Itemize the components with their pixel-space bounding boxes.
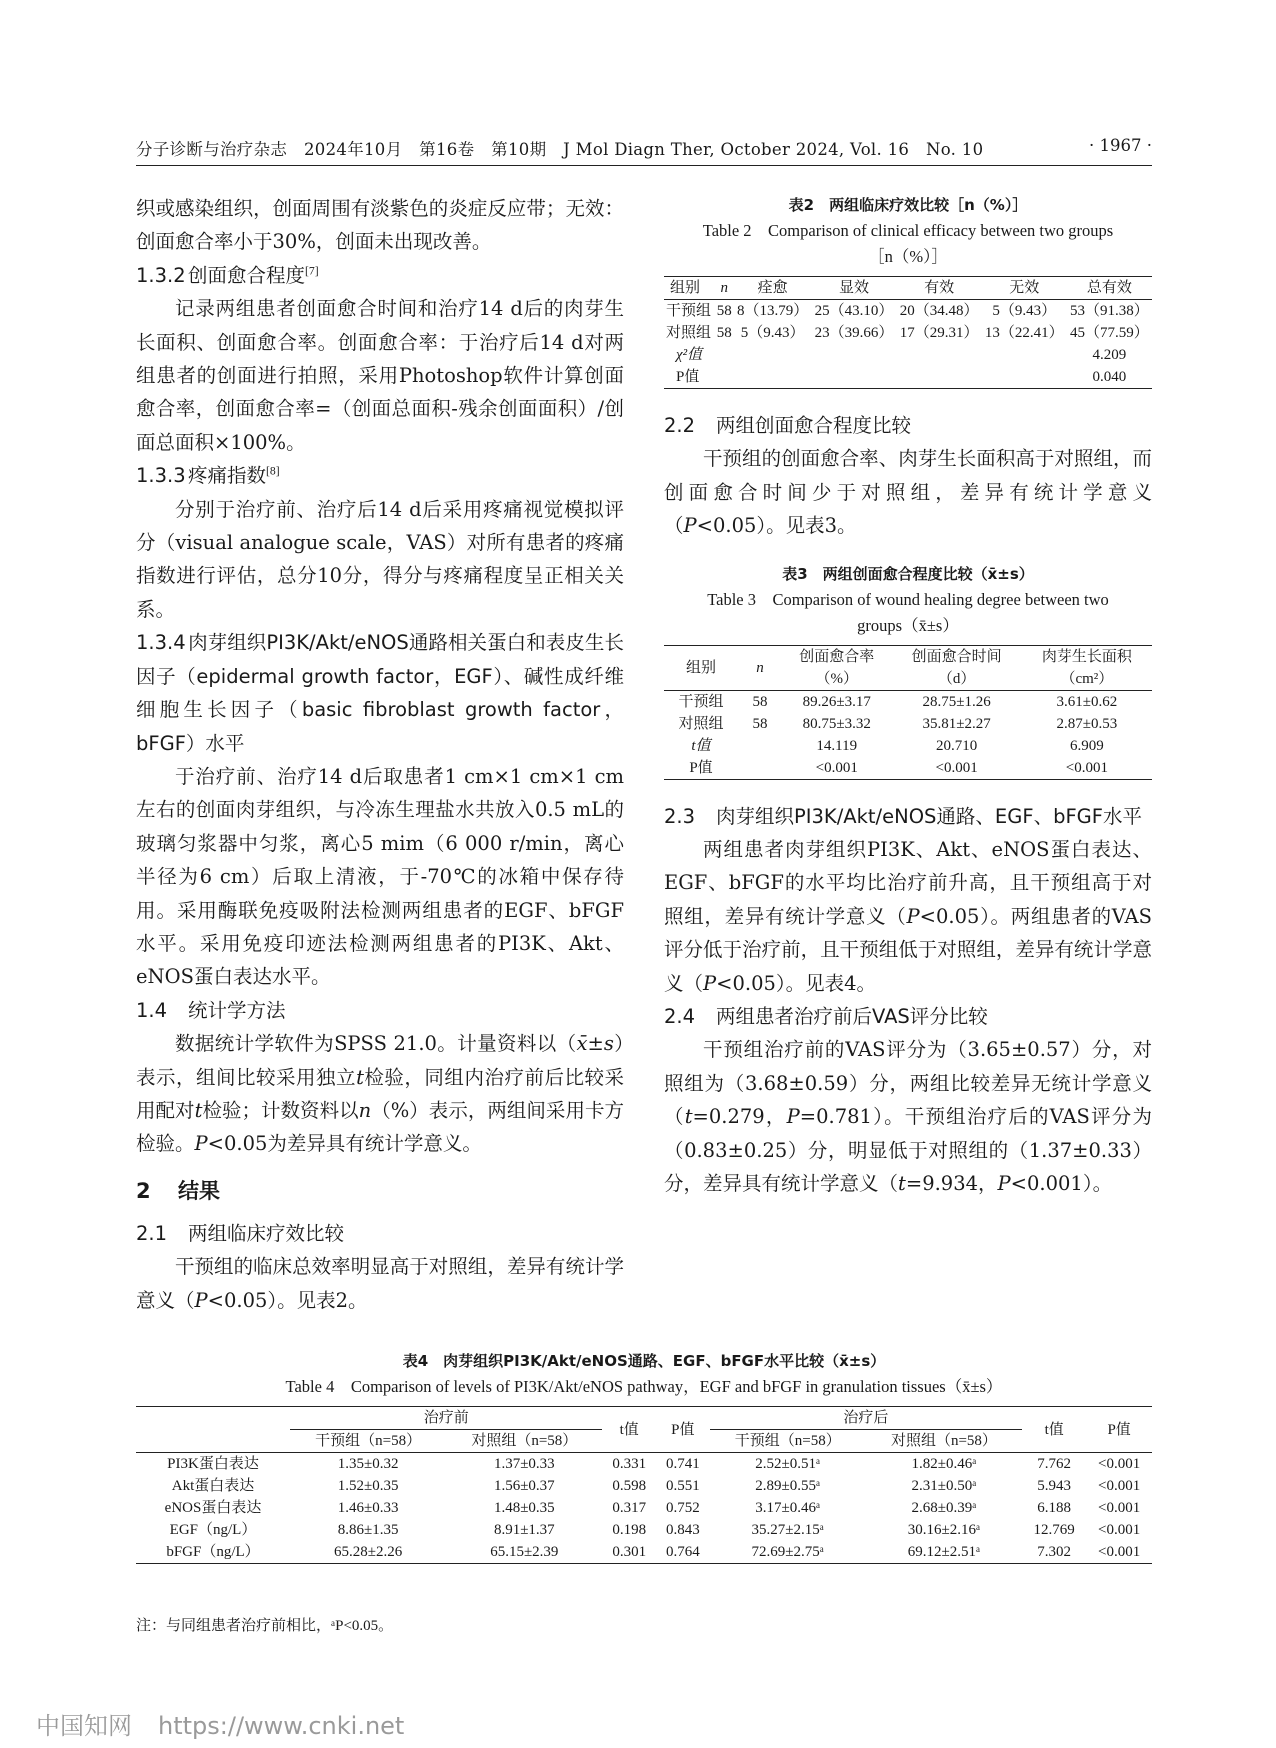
section-1-3-4-heading: 1.3.4 肉芽组织PI3K/Akt/eNOS通路相关蛋白和表皮生长因子（epidermal growth factor，EGF）、碱性成纤维细胞生长因子（basic fibroblast growth factor，bFGF）水平 (136, 631, 624, 755)
table-row: 对照组 58 80.75±3.32 35.81±2.27 2.87±0.53 (678, 715, 1118, 732)
table-4-grid (136, 1406, 1152, 1564)
section-1-3-3-heading: 1.3.3 疼痛指数[8] (136, 464, 280, 488)
table-row: eNOS蛋白表达 1.46±0.33 1.48±0.35 0.317 0.752 3.17±0.46ᵃ 2.68±0.39ᵃ 6.188 <0.001 (164, 1500, 1141, 1516)
table-2-grid (664, 276, 1152, 389)
section-2-1-heading: 2.1 两组临床疗效比较 (136, 1221, 345, 1245)
section-2-3-heading: 2.3 肉芽组织PI3K/Akt/eNOS通路、EGF、bFGF水平 (664, 804, 1143, 828)
section-2-heading: 2 结果 (136, 1178, 220, 1203)
table-3-caption-cn: 表3 两组创面愈合程度比较（x̄±s） (782, 564, 1034, 583)
page-number: · 1967 · (1089, 136, 1152, 155)
table-3-caption-en: Table 3 Comparison of wound healing degree between two (707, 589, 1109, 609)
table-2 (664, 192, 1152, 389)
table-row: PI3K蛋白表达 1.35±0.32 1.37±0.33 0.331 0.741 2.52±0.51ᵃ 1.82±0.46ᵃ 7.762 <0.001 (167, 1456, 1141, 1472)
table-row: EGF（ng/L） 8.86±1.35 8.91±1.37 0.198 0.843 35.27±2.15ᵃ 30.16±2.16ᵃ 12.769 <0.001 (169, 1522, 1141, 1538)
section-1-3-2-heading: 1.3.2 创面愈合程度[7] (136, 263, 319, 287)
table-4 (136, 1348, 1152, 1564)
table-3-caption-en-cont: groups（x̄±s） (857, 615, 959, 635)
table-4-caption-en: Table 4 Comparison of levels of PI3K/Akt/eNOS pathway，EGF and bFGF in granulation tissues（x̄±s） (285, 1377, 1003, 1396)
table-header-row: 组别 n 痊愈 显效 有效 无效 总有效 (664, 277, 1152, 300)
table-2-caption-en-cont: ［n（%）］ (868, 247, 948, 266)
table-row: t值 14.119 20.710 6.909 (691, 737, 1104, 754)
paragraph-vas-result: 干预组治疗前的VAS评分为（3.65±0.57）分，对照组为（3.68±0.59）分，两组比较差异无统计学意义（t=0.279，P=0.781）。干预组治疗后的VAS评分为（0.83±0.25）分，明显低于对照组的（1.37±0.33）分，差异具有统计学意义（t=9.934，P<0.001）。 (664, 1038, 1152, 1196)
table-3-grid (664, 645, 1152, 780)
paragraph-pathway-result: 两组患者肉芽组织PI3K、Akt、eNOS蛋白表达、EGF、bFGF的水平均比治疗前升高，且干预组高于对照组，差异有统计学意义（P<0.05）。两组患者的VAS评分低于治疗前，且干预组低于对照组，差异有统计学意义（P<0.05）。见表4。 (664, 838, 1152, 995)
table-4-caption-cn: 表4 肉芽组织PI3K/Akt/eNOS通路、EGF、bFGF水平比较（x̄±s） (402, 1352, 886, 1370)
section-2-2-heading: 2.2 两组创面愈合程度比较 (664, 414, 912, 437)
right-column (664, 192, 1152, 1201)
cnki-brand: 中国知网 (36, 1712, 132, 1740)
table-row: bFGF（ng/L） 65.28±2.26 65.15±2.39 0.301 0.764 72.69±2.75ᵃ 69.12±2.51ᵃ 7.302 <0.001 (136, 1541, 1152, 1564)
header-rule (136, 165, 1152, 166)
cnki-url-link[interactable]: https://www.cnki.net (158, 1712, 405, 1740)
left-column (136, 192, 624, 1317)
table-header-row: 干预组（n=58） 对照组（n=58） 干预组（n=58） 对照组（n=58） (136, 1430, 1152, 1453)
table-2-caption-cn: 表2 两组临床疗效比较［n（%）］ (788, 196, 1028, 214)
table-row: χ²值 4.209 (676, 347, 1127, 363)
paragraph-pain-index: 分别于治疗前、治疗后14 d后采用疼痛视觉模拟评分（visual analogue scale，VAS）对所有患者的疼痛指数进行评估，总分10分，得分与疼痛程度呈正相关关系。 (136, 497, 624, 621)
table-header-row: 组别 n 创面愈合率 （%） 创面愈合时间 （d） 肉芽生长面积 （cm²） (664, 645, 1152, 690)
table-row: 干预组 58 8（13.79） 25（43.10） 20（34.48） 5（9.43） 53（91.38） (666, 303, 1149, 319)
section-1-4-heading: 1.4 统计学方法 (136, 998, 286, 1022)
table-row: 干预组 58 89.26±3.17 28.75±1.26 3.61±0.62 (678, 693, 1118, 710)
table-row: Akt蛋白表达 1.52±0.35 1.56±0.37 0.598 0.551 2.89±0.55ᵃ 2.31±0.50ᵃ 5.943 <0.001 (171, 1478, 1141, 1494)
table-row: P值 <0.001 <0.001 <0.001 (664, 757, 1152, 780)
table-2-caption-en: Table 2 Comparison of clinical efficacy between two groups (702, 221, 1114, 240)
paragraph-tissue-sampling: 于治疗前、治疗14 d后取患者1 cm×1 cm×1 cm左右的创面肉芽组织，与冷冻生理盐水共放入0.5 mL的玻璃匀浆器中匀浆，离心5 mim（6 000 r/min，离心半径为6 cm）后取上清液，于-70℃的冰箱中保存待用。采用酶联免疫吸附法检测两组患者的EGF、bFGF水平。采用免疫印迹法检测两组患者的PI3K、Akt、eNOS蛋白表达水平。 (136, 764, 624, 989)
table-row: P值 0.040 (664, 366, 1152, 389)
paragraph-efficacy-result: 干预组的临床总效率明显高于对照组，差异有统计学意义（P<0.05）。见表2。 (136, 1255, 624, 1312)
journal-running-head: 分子诊断与治疗杂志 2024年10月 第16卷 第10期 J Mol Diagn Ther, October 2024, Vol. 16 No. 10 (136, 140, 984, 159)
page-header (136, 136, 1152, 166)
section-2-4-heading: 2.4 两组患者治疗前后VAS评分比较 (664, 1005, 988, 1029)
paragraph-statistics: 数据统计学软件为SPSS 21.0。计量资料以（x̄±s）表示，组间比较采用独立t检验，同组内治疗前后比较采用配对t检验；计数资料以n（%）表示，两组间采用卡方检验。P<0.05为差异具有统计学意义。 (136, 1032, 624, 1156)
cnki-footer (36, 1706, 404, 1741)
table-row: 对照组 58 5（9.43） 23（39.66） 17（29.31） 13（22.41） 45（77.59） (666, 325, 1149, 341)
paragraph-efficacy-end: 织或感染组织，创面周围有淡紫色的炎症反应带；无效：创面愈合率小于30%，创面未出现改善。 (136, 197, 624, 254)
paragraph-wound-healing-result: 干预组的创面愈合率、肉芽生长面积高于对照组，而创面愈合时间少于对照组，差异有统计学意义（P<0.05）。见表3。 (664, 447, 1152, 538)
table-header-row: 治疗前 t值 P值 治疗后 t值 P值 (136, 1407, 1152, 1430)
table-4-note: 注：与同组患者治疗前相比，ᵃP<0.05。 (136, 1618, 394, 1634)
paragraph-wound-healing-method: 记录两组患者创面愈合时间和治疗14 d后的肉芽生长面积、创面愈合率。创面愈合率：于治疗后14 d对两组患者的创面进行拍照，采用Photoshop软件计算创面愈合率，创面愈合率=（创面总面积-残余创面面积）/创面总面积×100%。 (136, 297, 624, 454)
table-3 (664, 561, 1152, 780)
